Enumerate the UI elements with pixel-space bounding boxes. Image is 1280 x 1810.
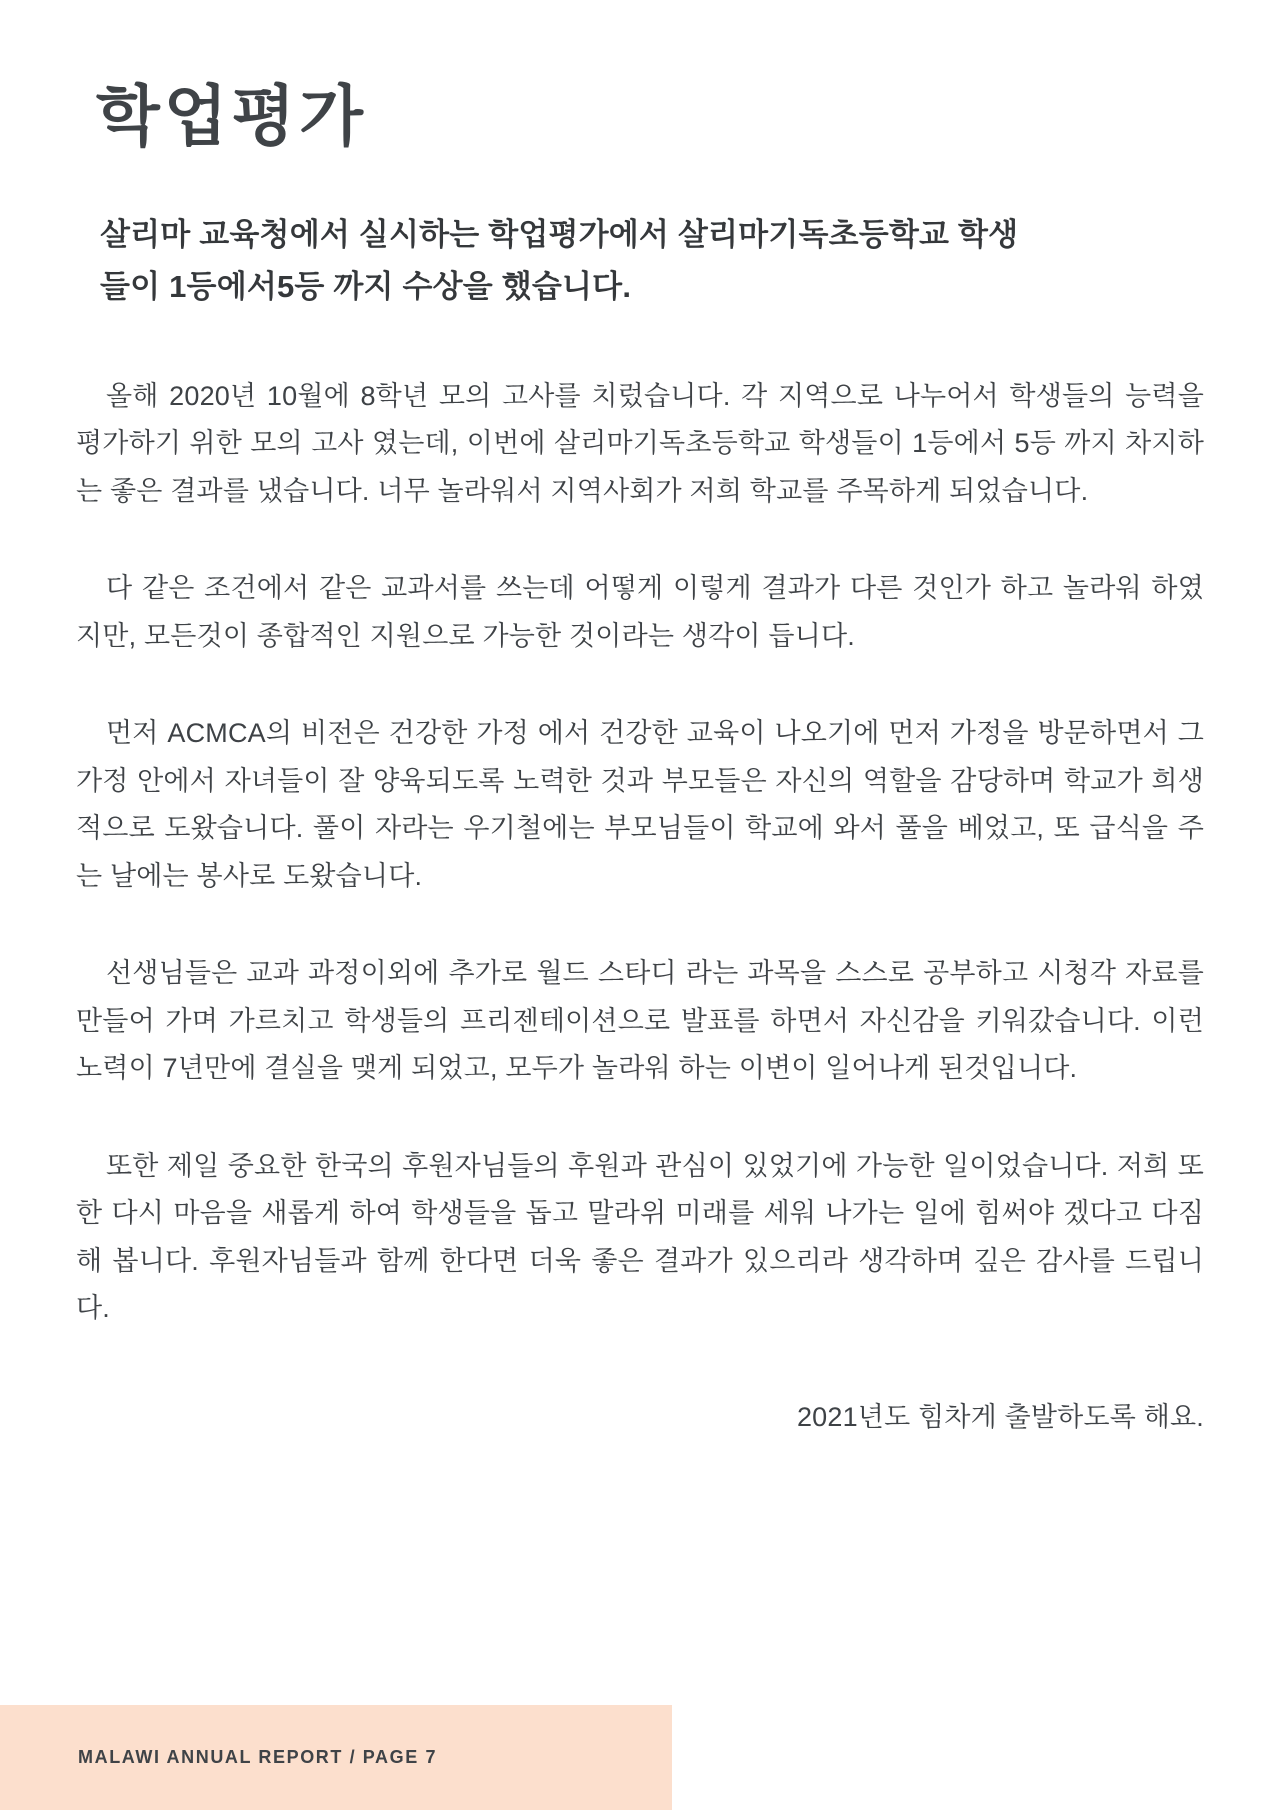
footer-page-label: MALAWI ANNUAL REPORT / PAGE 7 bbox=[78, 1747, 438, 1767]
body-paragraph-3: 먼저 ACMCA의 비전은 건강한 가정 에서 건강한 교육이 나오기에 먼저 가정을 방문하면서 그가정 안에서 자녀들이 잘 양육되도록 노력한 것과 부모들은 자신의 역할을 감당하며 학교가 희생적으로 도왔습니다. 풀이 자라는 우기철에는 부모님들이 학교에 와서 풀을 베었고, 또 급식을 주는 날에는 봉사로 도왔습니다. bbox=[76, 718, 1204, 891]
closing-line: 2021년도 힘차게 출발하도록 해요. bbox=[796, 1401, 1204, 1432]
lead-paragraph: 살리마 교육청에서 실시하는 학업평가에서 살리마기독초등학교 학생들이 1등에서5등 까지 수상을 했습니다. bbox=[100, 216, 1019, 304]
page-title: 학업평가 bbox=[96, 79, 368, 153]
body-paragraph-1: 올해 2020년 10월에 8학년 모의 고사를 치렀습니다. 각 지역으로 나누어서 학생들의 능력을 평가하기 위한 모의 고사 였는데, 이번에 살리마기독초등학교 학생들이 1등에서 5등 까지 차지하는 좋은 결과를 냈습니다. 너무 놀라워서 지역사회가 저희 학교를 주목하게 되었습니다. bbox=[76, 380, 1204, 506]
body-paragraph-5: 또한 제일 중요한 한국의 후원자님들의 후원과 관심이 있었기에 가능한 일이었습니다. 저희 또한 다시 마음을 새롭게 하여 학생들을 돕고 말라위 미래를 세워 나가는 일에 힘써야 겠다고 다짐해 봅니다. 후원자님들과 함께 한다면 더욱 좋은 결과가 있으리라 생각하며 깊은 감사를 드립니다. bbox=[76, 1150, 1204, 1324]
body-paragraph-4: 선생님들은 교과 과정이외에 추가로 월드 스타디 라는 과목을 스스로 공부하고 시청각 자료를 만들어 가며 가르치고 학생들의 프리젠테이션으로 발표를 하면서 자신감을 키워갔습니다. 이런 노력이 7년만에 결실을 맺게 되었고, 모두가 놀라워 하는 이변이 일어나게 된것입니다. bbox=[76, 958, 1204, 1084]
footer-accent-band bbox=[0, 1705, 672, 1810]
body-paragraph-2: 다 같은 조건에서 같은 교과서를 쓰는데 어떻게 이렇게 결과가 다른 것인가 하고 놀라워 하였지만, 모든것이 종합적인 지원으로 가능한 것이라는 생각이 듭니다. bbox=[76, 573, 1204, 651]
